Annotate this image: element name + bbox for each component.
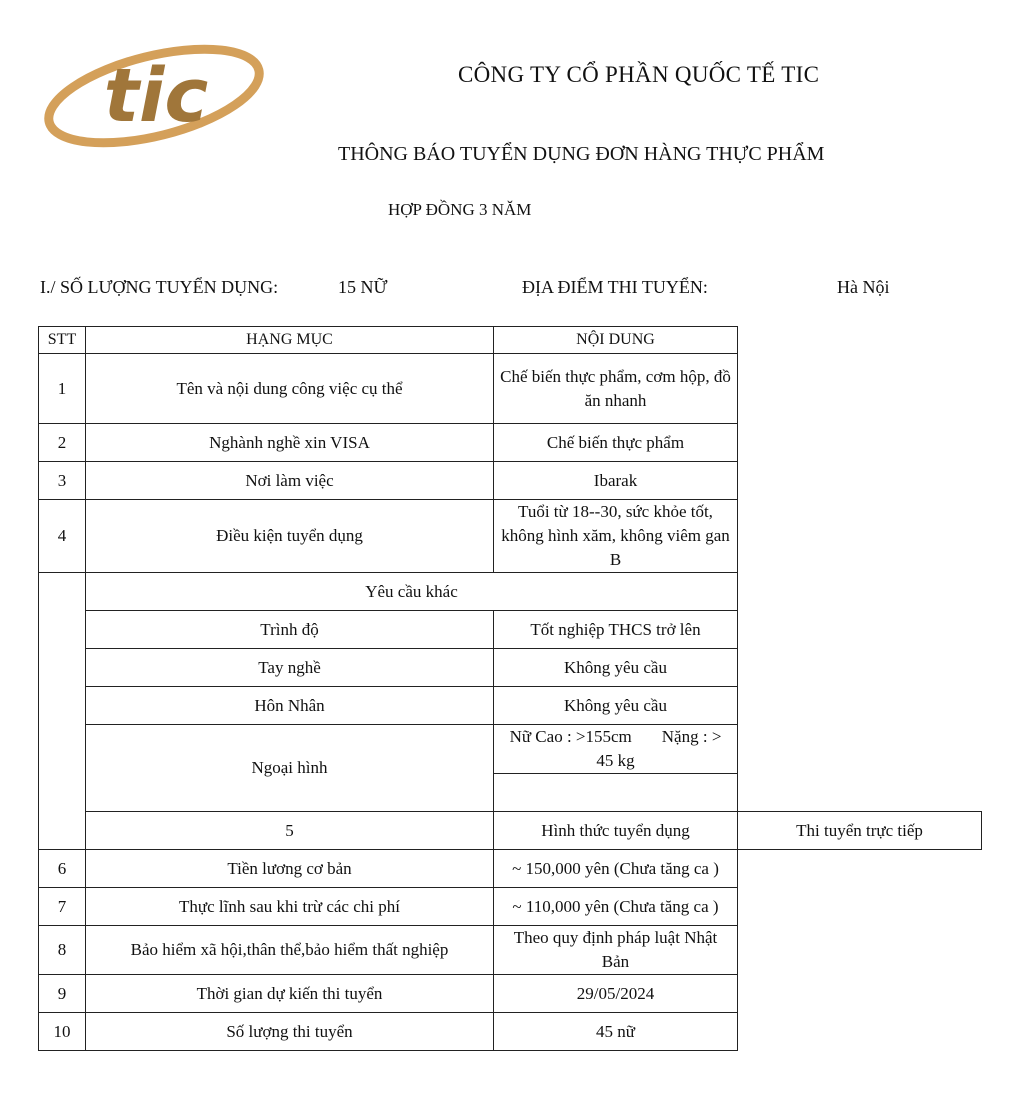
company-name: CÔNG TY CỔ PHẦN QUỐC TẾ TIC — [458, 62, 820, 87]
row-category: Thực lĩnh sau khi trừ các chi phí — [86, 888, 494, 926]
table-row — [39, 462, 982, 500]
row-category: Thời gian dự kiến thi tuyển — [86, 975, 494, 1013]
section-heading: I./ SỐ LƯỢNG TUYỂN DỤNG: — [40, 277, 279, 297]
row-stt: 8 — [39, 926, 86, 975]
row-stt: 10 — [39, 1013, 86, 1051]
other-requirements-title: Yêu cầu khác — [86, 573, 738, 611]
row-category: Nghành nghề xin VISA — [86, 424, 494, 462]
row-stt: 1 — [39, 354, 86, 424]
header-content: NỘI DUNG — [494, 327, 738, 354]
row-stt: 5 — [86, 812, 494, 850]
row-stt: 4 — [39, 500, 86, 573]
row-category: Bảo hiểm xã hội,thân thể,bảo hiểm thất nghiệp — [86, 926, 494, 975]
row-content: ~ 110,000 yên (Chưa tăng ca ) — [494, 888, 738, 926]
row-content: Thi tuyển trực tiếp — [738, 812, 982, 850]
header-category: HẠNG MỤC — [86, 327, 494, 354]
table-row — [39, 926, 982, 975]
row-category: Số lượng thi tuyển — [86, 1013, 494, 1051]
row-stt: 9 — [39, 975, 86, 1013]
row-stt: 2 — [39, 424, 86, 462]
weight-requirement: Nặng : > 45 kg — [596, 727, 722, 770]
row-category: Tên và nội dung công việc cụ thể — [86, 354, 494, 424]
row-content: Chế biến thực phẩm — [494, 424, 738, 462]
row-category: Tay nghề — [86, 649, 494, 687]
height-requirement: Nữ Cao : >155cm — [509, 727, 632, 746]
row-content: Không yêu cầu — [494, 649, 738, 687]
appearance-category: Ngoại hình — [86, 725, 494, 812]
row-category: Hôn Nhân — [86, 687, 494, 725]
recruit-quantity: 15 NỮ — [338, 277, 388, 297]
table-row — [39, 424, 982, 462]
table-row — [39, 850, 982, 888]
recruitment-table — [38, 326, 982, 1051]
row-content: Không yêu cầu — [494, 687, 738, 725]
exam-location-label: ĐỊA ĐIỂM THI TUYỂN: — [522, 277, 708, 297]
row-stt: 7 — [39, 888, 86, 926]
row-content: 29/05/2024 — [494, 975, 738, 1013]
contract-term: HỢP ĐỒNG 3 NĂM — [388, 200, 532, 219]
row-content: 45 nữ — [494, 1013, 738, 1051]
other-requirements-title-row — [39, 573, 982, 611]
row-content: Ibarak — [494, 462, 738, 500]
appearance-blank — [494, 774, 738, 812]
logo-text: tic — [103, 53, 209, 139]
row-content: Tuổi từ 18--30, sức khỏe tốt, không hình xăm, không viêm gan B — [494, 500, 738, 573]
table-row — [39, 888, 982, 926]
row-category: Tiền lương cơ bản — [86, 850, 494, 888]
row-category: Điều kiện tuyển dụng — [86, 500, 494, 573]
exam-location: Hà Nội — [837, 277, 890, 297]
table-row — [39, 812, 982, 850]
other-requirements-stt — [39, 573, 86, 850]
notice-title: THÔNG BÁO TUYỂN DỤNG ĐƠN HÀNG THỰC PHẨM — [338, 143, 825, 165]
table-row — [39, 354, 982, 424]
row-content: Theo quy định pháp luật Nhật Bản — [494, 926, 738, 975]
table-row — [39, 649, 982, 687]
table-row — [39, 500, 982, 573]
row-content: Tốt nghiệp THCS trở lên — [494, 611, 738, 649]
row-content: ~ 150,000 yên (Chưa tăng ca ) — [494, 850, 738, 888]
row-category: Trình độ — [86, 611, 494, 649]
appearance-content — [494, 725, 738, 774]
tic-logo — [38, 38, 270, 150]
row-category: Hình thức tuyển dụng — [494, 812, 738, 850]
table-row — [39, 687, 982, 725]
table-row — [39, 975, 982, 1013]
appearance-row — [39, 725, 982, 774]
row-stt: 6 — [39, 850, 86, 888]
row-category: Nơi làm việc — [86, 462, 494, 500]
header-stt: STT — [39, 327, 86, 354]
table-row — [39, 1013, 982, 1051]
row-content: Chế biến thực phẩm, cơm hộp, đồ ăn nhanh — [494, 354, 738, 424]
table-header-row — [39, 327, 982, 354]
row-stt: 3 — [39, 462, 86, 500]
table-row — [39, 611, 982, 649]
